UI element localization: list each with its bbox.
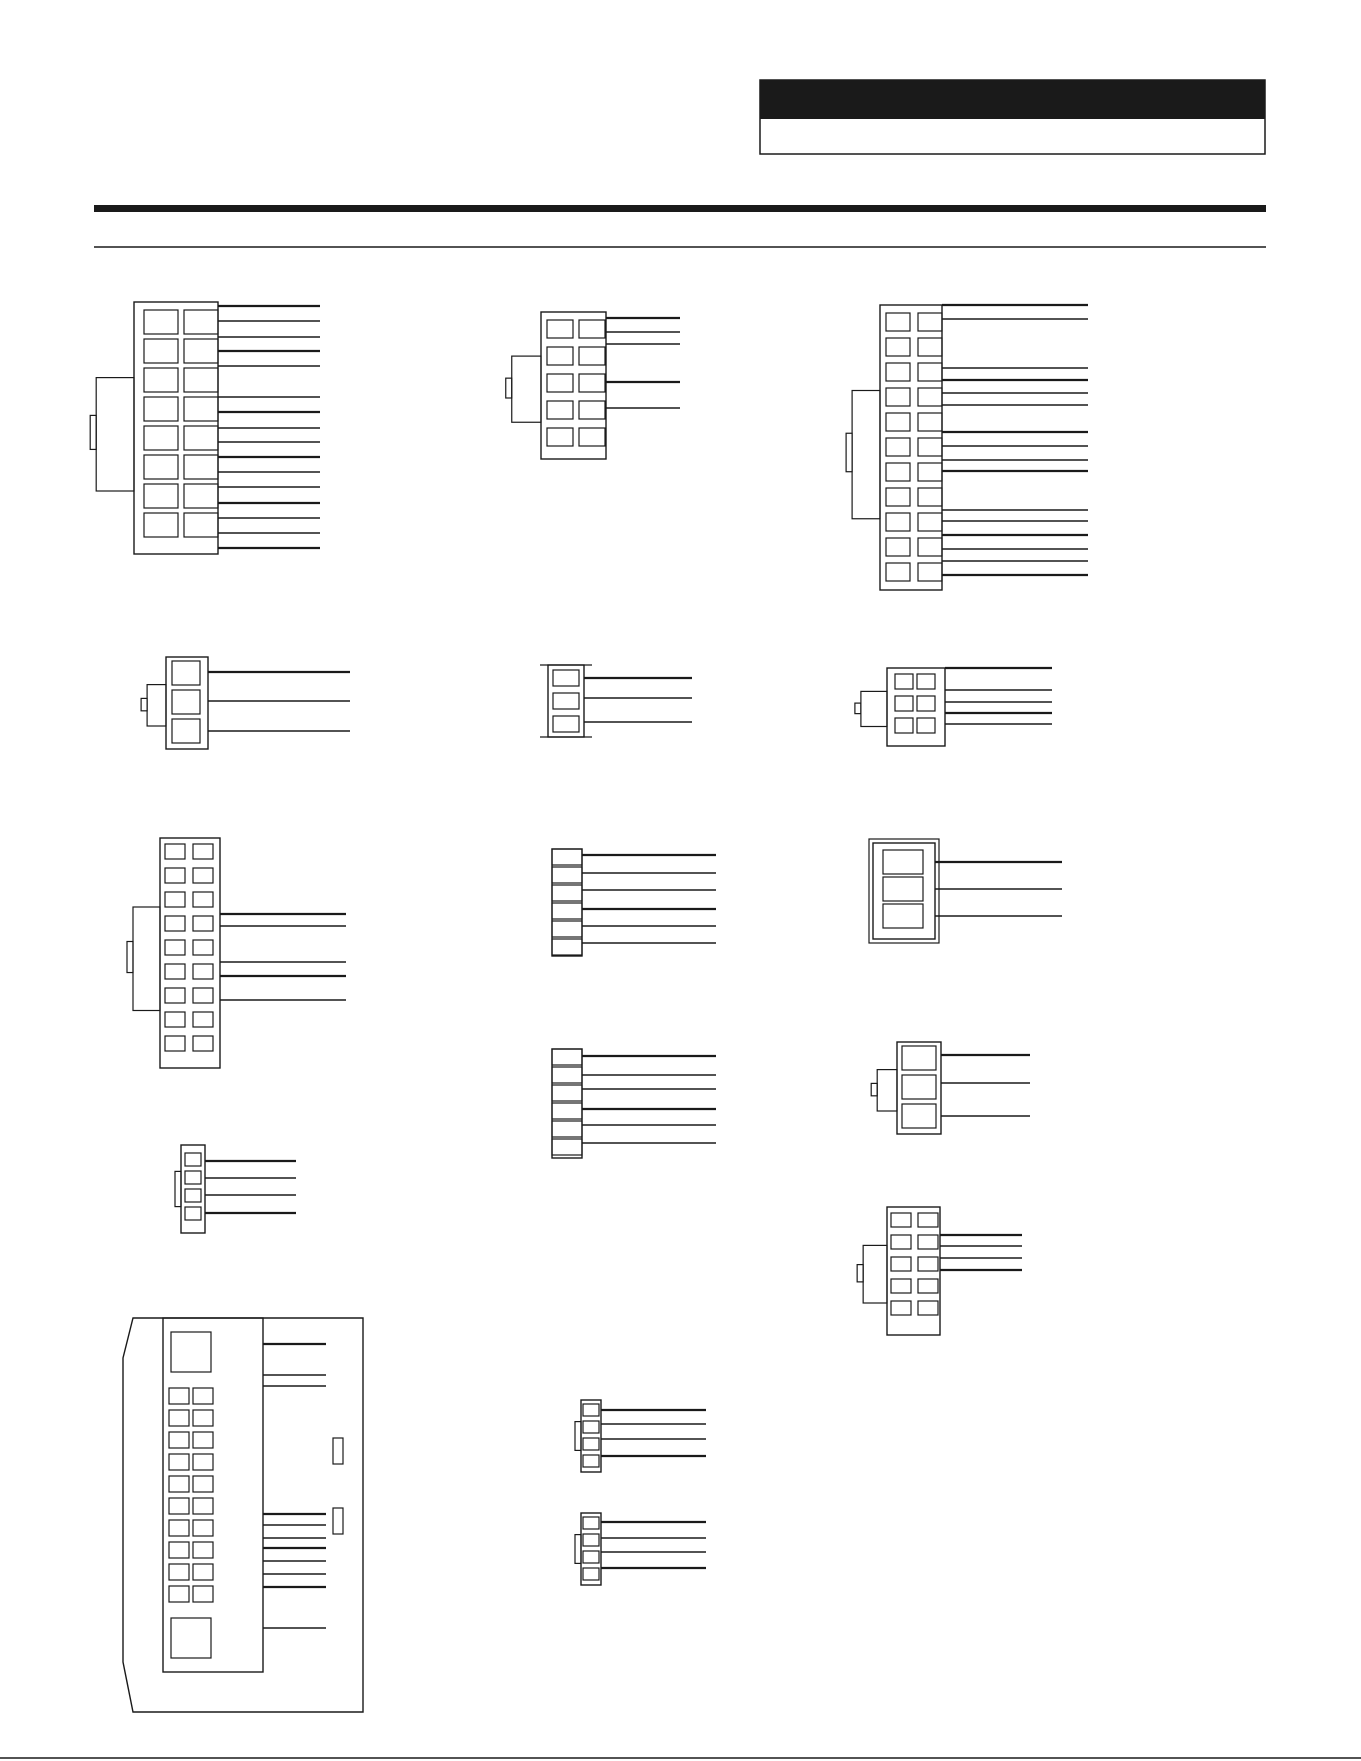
connector-cavity (583, 1421, 599, 1433)
connector-cavity (172, 661, 200, 685)
connector-cavity (185, 1171, 201, 1184)
connector-cavity (144, 484, 178, 508)
connector-cavity (891, 1301, 911, 1315)
connector-cavity (169, 1520, 189, 1536)
connector-latch (175, 1171, 181, 1206)
connector-cavity (193, 892, 213, 907)
connector-latch-tab (90, 415, 96, 449)
connector-cavity (184, 339, 218, 363)
connector-cavity (552, 903, 582, 919)
connector-cavity (886, 388, 910, 406)
connector-latch (147, 685, 166, 726)
connector-latch (852, 391, 880, 519)
connector-c2 (506, 312, 680, 459)
connector-cavity (547, 320, 573, 338)
connector-c13 (857, 1207, 1022, 1335)
connector-cavity (193, 1036, 213, 1051)
connector-cavity (144, 397, 178, 421)
connector-cavity (886, 513, 910, 531)
connector-c4 (141, 657, 350, 749)
connector-cavity (918, 1213, 938, 1227)
connector-cavity (918, 538, 942, 556)
connector-cavity (185, 1189, 201, 1202)
connector-cavity (552, 867, 582, 883)
connector-cavity (895, 674, 913, 689)
connector-cavity (165, 892, 185, 907)
connector-cavity (918, 438, 942, 456)
connector-cavity (169, 1476, 189, 1492)
connector-cavity (169, 1454, 189, 1470)
connector-cavity (891, 1235, 911, 1249)
connector-cavity (193, 844, 213, 859)
connector-cavity (193, 1410, 213, 1426)
connector-cavity (193, 964, 213, 979)
connector-c16 (575, 1513, 706, 1585)
connector-latch (861, 691, 887, 726)
connector-cavity (917, 696, 935, 711)
connector-body (134, 302, 218, 554)
connector-cavity (193, 868, 213, 883)
connector-group (90, 302, 1088, 1712)
connector-cavity (193, 940, 213, 955)
connector-cavity (184, 397, 218, 421)
connector-c5 (540, 665, 692, 737)
connector-cavity (165, 844, 185, 859)
connector-cavity (165, 988, 185, 1003)
connector-latch (877, 1070, 897, 1111)
connector-keyway (333, 1438, 343, 1464)
connector-cavity (918, 313, 942, 331)
connector-cavity (144, 339, 178, 363)
connector-latch (512, 356, 541, 422)
connector-c3 (846, 305, 1088, 590)
connector-cavity (886, 488, 910, 506)
connector-cavity (583, 1438, 599, 1450)
connector-latch-tab (506, 378, 512, 398)
connector-cavity (883, 877, 923, 901)
connector-c1 (90, 302, 320, 554)
connector-cavity (583, 1551, 599, 1563)
connector-cavity (193, 1388, 213, 1404)
connector-cavity (918, 1235, 938, 1249)
connector-latch (863, 1245, 887, 1303)
connector-cavity (886, 463, 910, 481)
connector-cavity (886, 338, 910, 356)
connector-cavity (193, 916, 213, 931)
connector-cavity (193, 1476, 213, 1492)
connector-cavity (193, 988, 213, 1003)
connector-cavity (172, 690, 200, 714)
connector-cavity (552, 1067, 582, 1083)
connector-body (880, 305, 942, 590)
connector-cavity (184, 426, 218, 450)
connector-cavity (886, 313, 910, 331)
connector-cavity (169, 1542, 189, 1558)
connector-body (887, 668, 945, 746)
connector-cavity (552, 939, 582, 955)
connector-cavity (193, 1586, 213, 1602)
connector-cavity-large (171, 1332, 211, 1372)
connector-cavity (918, 1279, 938, 1293)
connector-cavity (165, 1036, 185, 1051)
connector-cavity (883, 850, 923, 874)
connector-cavity (902, 1104, 936, 1128)
connector-cavity (552, 885, 582, 901)
connector-cavity (583, 1534, 599, 1546)
connector-cavity (918, 1301, 938, 1315)
connector-cavity (193, 1454, 213, 1470)
connector-cavity (883, 904, 923, 928)
connector-c15 (575, 1400, 706, 1472)
connector-cavity-large (171, 1618, 211, 1658)
connector-cavity (144, 513, 178, 537)
connector-cavity (169, 1586, 189, 1602)
connector-cavity (144, 426, 178, 450)
connector-latch (133, 907, 160, 1011)
connector-cavity (193, 1498, 213, 1514)
connector-cavity (918, 488, 942, 506)
connector-body (581, 1513, 601, 1585)
connector-c8 (552, 849, 716, 956)
connector-cavity (165, 916, 185, 931)
connector-body (897, 1042, 941, 1134)
connector-cavity (184, 513, 218, 537)
connector-cavity (165, 1012, 185, 1027)
connector-latch (96, 378, 134, 491)
connector-c11 (871, 1042, 1030, 1134)
connector-cavity (917, 674, 935, 689)
connector-cavity (172, 719, 200, 743)
connector-body (163, 1318, 263, 1672)
connector-cavity (895, 718, 913, 733)
header-box-dark-band (760, 80, 1265, 119)
connector-cavity (552, 1121, 582, 1137)
connector-cavity (886, 438, 910, 456)
connector-body (873, 843, 935, 939)
connector-cavity (185, 1153, 201, 1166)
connector-cavity (895, 696, 913, 711)
connector-c14 (123, 1318, 363, 1712)
connector-cavity (193, 1520, 213, 1536)
connector-cavity (144, 455, 178, 479)
connector-cavity (169, 1388, 189, 1404)
connector-cavity (553, 670, 579, 686)
connector-cavity (918, 363, 942, 381)
connector-cavity (165, 868, 185, 883)
connector-cavity (583, 1517, 599, 1529)
connector-cavity (184, 455, 218, 479)
connector-cavity (886, 538, 910, 556)
connector-latch-tab (857, 1265, 863, 1282)
connector-cavity (902, 1075, 936, 1099)
connector-cavity (918, 513, 942, 531)
thick-rule (94, 205, 1266, 212)
connector-cavity (169, 1410, 189, 1426)
connector-cavity (193, 1432, 213, 1448)
connector-cavity (891, 1213, 911, 1227)
connector-latch-tab (871, 1083, 877, 1095)
connector-cavity (579, 374, 605, 392)
connector-cavity (583, 1568, 599, 1580)
connector-cavity (193, 1012, 213, 1027)
connector-cavity (552, 1049, 582, 1065)
connector-cavity (583, 1455, 599, 1467)
connector-cavity (579, 347, 605, 365)
connector-c10 (552, 1049, 716, 1158)
connector-cavity (918, 413, 942, 431)
connector-cavity (185, 1207, 201, 1220)
connector-cavity (552, 1139, 582, 1155)
connector-cavity (918, 338, 942, 356)
connector-c6 (855, 668, 1052, 746)
connector-cavity (547, 374, 573, 392)
connector-cavity (193, 1542, 213, 1558)
connector-cavity (579, 320, 605, 338)
connector-cavity (165, 940, 185, 955)
connector-housing-outline (123, 1318, 363, 1712)
connector-cavity (169, 1564, 189, 1580)
connector-latch (575, 1535, 581, 1564)
connector-cavity (918, 563, 942, 581)
connector-body (581, 1400, 601, 1472)
connector-cavity (547, 428, 573, 446)
connector-cavity (184, 368, 218, 392)
connector-latch-tab (127, 942, 133, 973)
connector-cavity (918, 463, 942, 481)
connector-cavity (169, 1498, 189, 1514)
connector-cavity (144, 368, 178, 392)
connector-cavity (547, 347, 573, 365)
connector-cavity (184, 484, 218, 508)
connector-cavity (193, 1564, 213, 1580)
connector-cavity (917, 718, 935, 733)
connector-cavity (547, 401, 573, 419)
connector-cavity (886, 413, 910, 431)
connector-cavity (552, 921, 582, 937)
connector-cavity (552, 1103, 582, 1119)
connector-cavity (886, 363, 910, 381)
connector-cavity (918, 1257, 938, 1271)
connector-cavity (579, 428, 605, 446)
connector-cavity (169, 1432, 189, 1448)
connector-cavity (552, 849, 582, 865)
connector-latch (575, 1422, 581, 1451)
connector-cavity (552, 1085, 582, 1101)
connector-c9 (869, 839, 1062, 943)
connector-cavity (144, 310, 178, 334)
connector-cavity (902, 1046, 936, 1070)
connector-cavity (553, 693, 579, 709)
connector-cavity (886, 563, 910, 581)
connector-latch-tab (855, 703, 861, 714)
connector-latch-tab (846, 433, 852, 471)
connector-latch-tab (141, 698, 147, 710)
header-box (760, 80, 1265, 154)
connector-c12 (175, 1145, 296, 1233)
connector-body (160, 838, 220, 1068)
connector-cavity (583, 1404, 599, 1416)
connector-cavity (579, 401, 605, 419)
connector-cavity (553, 716, 579, 732)
connector-cavity (165, 964, 185, 979)
connector-cavity (891, 1279, 911, 1293)
connector-keyway (333, 1508, 343, 1534)
connector-cavity (891, 1257, 911, 1271)
connector-cavity (184, 310, 218, 334)
connector-cavity (918, 388, 942, 406)
connector-c7 (127, 838, 346, 1068)
